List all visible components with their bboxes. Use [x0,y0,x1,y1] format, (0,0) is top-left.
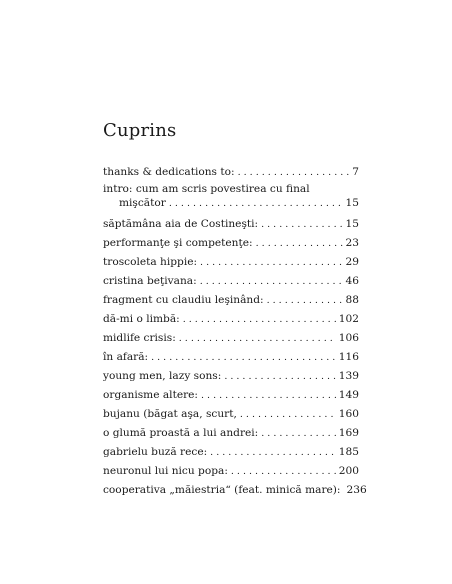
toc-entry [103,272,359,291]
dot-leader [169,197,343,210]
toc-entry-label: dă-mi o limbă: [103,313,180,325]
page-title: Cuprins [103,120,177,141]
toc-entry-label-continued: mişcător [119,197,166,209]
toc-entry-continuation [103,197,359,210]
toc-entry [103,182,359,210]
toc-entry [103,215,359,234]
table-of-contents [103,163,367,500]
toc-page-number: 46 [345,275,359,287]
toc-entry-label: bujanu (băgat aşa, scurt, [103,408,237,420]
toc-entry-label: în afară: [103,351,149,363]
dot-leader [201,387,336,405]
toc-entry [103,405,359,424]
toc-page-number: 116 [338,351,359,363]
toc-entry [103,386,359,405]
toc-entry [103,481,367,500]
toc-page-number: 7 [352,166,359,178]
toc-page-number: 200 [338,465,359,477]
dot-leader [231,463,336,481]
dot-leader [210,444,336,462]
dot-leader [267,292,343,310]
toc-entry-label: young men, lazy sons: [103,370,222,382]
toc-entry-label: neuronul lui nicu popa: [103,465,228,477]
toc-entry [103,163,359,182]
dot-leader [261,425,336,443]
dot-leader [261,216,342,234]
toc-entry-label: organisme altere: [103,389,199,401]
toc-entry-label: intro: cum am scris povestirea cu final [103,183,310,195]
toc-entry-label: o glumă proastă a lui andrei: [103,427,259,439]
dot-leader [238,164,350,182]
toc-entry [103,424,359,443]
dot-leader [179,330,336,348]
dot-leader [224,368,335,386]
toc-entry-label: gabrielu buză rece: [103,446,208,458]
toc-page-number: 23 [345,237,359,249]
dot-leader [256,235,343,253]
toc-page-number: 15 [345,197,359,209]
toc-entry [103,253,359,272]
toc-entry-label: cooperativa „măiestria“ (feat. minică mare): [103,484,341,496]
toc-entry-label: săptămâna aia de Costineşti: [103,218,259,230]
toc-entry [103,234,359,253]
toc-page-number: 102 [338,313,359,325]
toc-entry-label: midlife crisis: [103,332,176,344]
toc-entry [103,367,359,386]
toc-entry-label: troscoleta hippie: [103,256,198,268]
dot-leader [151,349,336,367]
toc-page-number: 236 [346,484,367,496]
toc-entry [103,329,359,348]
dot-leader [240,406,336,424]
toc-entry-label: performanţe şi competenţe: [103,237,253,249]
toc-entry-label: fragment cu claudiu leşinând: [103,294,264,306]
toc-entry-label: cristina beţivana: [103,275,197,287]
dot-leader [200,273,343,291]
toc-entry [103,310,359,329]
toc-page-number: 106 [338,332,359,344]
toc-entry [103,348,359,367]
toc-entry [103,443,359,462]
toc-page-number: 160 [338,408,359,420]
dot-leader [200,254,342,272]
toc-entry [103,291,359,310]
toc-entry-label: thanks & dedications to: [103,166,235,178]
toc-page-number: 29 [345,256,359,268]
toc-page-number: 139 [338,370,359,382]
toc-page-number: 88 [345,294,359,306]
toc-entry [103,462,359,481]
toc-page-number: 15 [345,218,359,230]
toc-page-number: 169 [338,427,359,439]
dot-leader [183,311,336,329]
toc-page-number: 185 [338,446,359,458]
toc-page-number: 149 [338,389,359,401]
